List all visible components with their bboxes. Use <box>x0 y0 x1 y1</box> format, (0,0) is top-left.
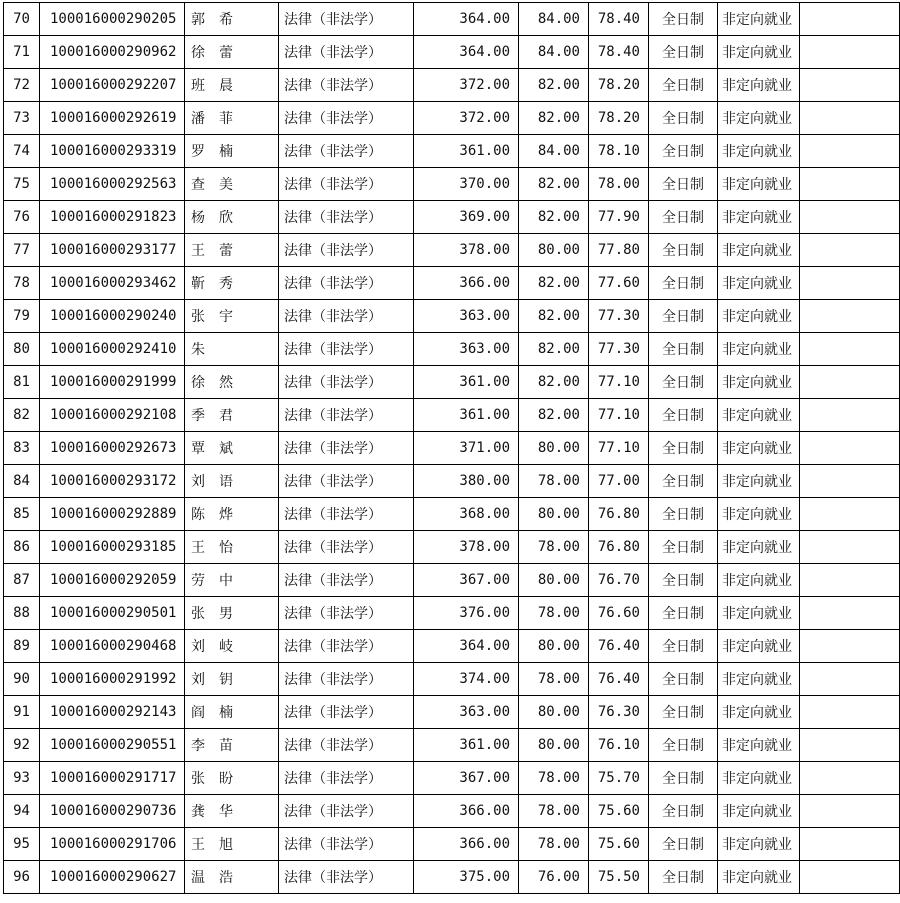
interview-score: 80.00 <box>519 564 589 597</box>
exam-score: 378.00 <box>414 234 519 267</box>
exam-score: 378.00 <box>414 531 519 564</box>
candidate-name: 温浩 <box>185 861 279 894</box>
major: 法律（非法学） <box>279 696 414 729</box>
table-row <box>4 399 900 432</box>
major: 法律（非法学） <box>279 300 414 333</box>
table-row <box>4 729 900 762</box>
candidate-id: 100016000291717 <box>40 762 185 795</box>
candidate-name: 陈烨 <box>185 498 279 531</box>
candidate-id: 100016000293319 <box>40 135 185 168</box>
candidate-name: 李苗 <box>185 729 279 762</box>
exam-score: 369.00 <box>414 201 519 234</box>
candidate-id: 100016000293177 <box>40 234 185 267</box>
interview-score: 80.00 <box>519 729 589 762</box>
exam-score: 366.00 <box>414 795 519 828</box>
row-number: 91 <box>4 696 40 729</box>
employment-type: 非定向就业 <box>718 498 800 531</box>
table-row <box>4 828 900 861</box>
major: 法律（非法学） <box>279 828 414 861</box>
study-mode: 全日制 <box>649 531 718 564</box>
employment-type: 非定向就业 <box>718 300 800 333</box>
employment-type: 非定向就业 <box>718 102 800 135</box>
total-score: 76.40 <box>589 663 649 696</box>
major: 法律（非法学） <box>279 762 414 795</box>
exam-score: 364.00 <box>414 630 519 663</box>
row-number: 90 <box>4 663 40 696</box>
candidate-id: 100016000292673 <box>40 432 185 465</box>
study-mode: 全日制 <box>649 300 718 333</box>
exam-score: 372.00 <box>414 69 519 102</box>
candidate-id: 100016000292410 <box>40 333 185 366</box>
employment-type: 非定向就业 <box>718 795 800 828</box>
candidate-id: 100016000290627 <box>40 861 185 894</box>
study-mode: 全日制 <box>649 135 718 168</box>
table-body <box>4 3 900 894</box>
interview-score: 78.00 <box>519 795 589 828</box>
study-mode: 全日制 <box>649 399 718 432</box>
candidate-name: 刘岐 <box>185 630 279 663</box>
empty-cell <box>800 333 900 366</box>
employment-type: 非定向就业 <box>718 729 800 762</box>
major: 法律（非法学） <box>279 366 414 399</box>
total-score: 78.20 <box>589 69 649 102</box>
employment-type: 非定向就业 <box>718 69 800 102</box>
interview-score: 78.00 <box>519 762 589 795</box>
candidate-name: 王蕾 <box>185 234 279 267</box>
employment-type: 非定向就业 <box>718 333 800 366</box>
empty-cell <box>800 828 900 861</box>
table-row <box>4 498 900 531</box>
major: 法律（非法学） <box>279 3 414 36</box>
empty-cell <box>800 432 900 465</box>
study-mode: 全日制 <box>649 36 718 69</box>
total-score: 76.60 <box>589 597 649 630</box>
candidate-id: 100016000290551 <box>40 729 185 762</box>
exam-score: 361.00 <box>414 135 519 168</box>
interview-score: 78.00 <box>519 663 589 696</box>
candidate-id: 100016000293185 <box>40 531 185 564</box>
candidate-name: 阎楠 <box>185 696 279 729</box>
row-number: 77 <box>4 234 40 267</box>
study-mode: 全日制 <box>649 663 718 696</box>
candidate-id: 100016000291823 <box>40 201 185 234</box>
candidate-name: 刘钥 <box>185 663 279 696</box>
major: 法律（非法学） <box>279 333 414 366</box>
table-row <box>4 366 900 399</box>
candidate-name: 张盼 <box>185 762 279 795</box>
empty-cell <box>800 564 900 597</box>
row-number: 83 <box>4 432 40 465</box>
total-score: 76.80 <box>589 498 649 531</box>
employment-type: 非定向就业 <box>718 36 800 69</box>
candidate-id: 100016000292108 <box>40 399 185 432</box>
total-score: 75.60 <box>589 795 649 828</box>
candidate-name: 龚华 <box>185 795 279 828</box>
major: 法律（非法学） <box>279 201 414 234</box>
empty-cell <box>800 762 900 795</box>
interview-score: 78.00 <box>519 531 589 564</box>
candidate-id: 100016000291992 <box>40 663 185 696</box>
total-score: 76.10 <box>589 729 649 762</box>
employment-type: 非定向就业 <box>718 663 800 696</box>
empty-cell <box>800 399 900 432</box>
interview-score: 80.00 <box>519 432 589 465</box>
total-score: 75.50 <box>589 861 649 894</box>
exam-score: 375.00 <box>414 861 519 894</box>
row-number: 74 <box>4 135 40 168</box>
exam-score: 366.00 <box>414 828 519 861</box>
row-number: 81 <box>4 366 40 399</box>
major: 法律（非法学） <box>279 69 414 102</box>
empty-cell <box>800 168 900 201</box>
interview-score: 78.00 <box>519 828 589 861</box>
major: 法律（非法学） <box>279 597 414 630</box>
candidate-id: 100016000290501 <box>40 597 185 630</box>
empty-cell <box>800 696 900 729</box>
interview-score: 82.00 <box>519 168 589 201</box>
candidate-id: 100016000292059 <box>40 564 185 597</box>
study-mode: 全日制 <box>649 102 718 135</box>
total-score: 78.20 <box>589 102 649 135</box>
candidate-id: 100016000291999 <box>40 366 185 399</box>
candidate-name: 朱 <box>185 333 279 366</box>
candidate-name: 张男 <box>185 597 279 630</box>
study-mode: 全日制 <box>649 201 718 234</box>
candidate-name: 劳中 <box>185 564 279 597</box>
candidate-name: 王怡 <box>185 531 279 564</box>
study-mode: 全日制 <box>649 69 718 102</box>
total-score: 77.10 <box>589 432 649 465</box>
table-row <box>4 201 900 234</box>
major: 法律（非法学） <box>279 861 414 894</box>
interview-score: 82.00 <box>519 69 589 102</box>
employment-type: 非定向就业 <box>718 3 800 36</box>
empty-cell <box>800 3 900 36</box>
interview-score: 82.00 <box>519 267 589 300</box>
employment-type: 非定向就业 <box>718 267 800 300</box>
employment-type: 非定向就业 <box>718 432 800 465</box>
total-score: 77.60 <box>589 267 649 300</box>
total-score: 76.40 <box>589 630 649 663</box>
exam-score: 361.00 <box>414 399 519 432</box>
candidate-name: 王旭 <box>185 828 279 861</box>
major: 法律（非法学） <box>279 432 414 465</box>
interview-score: 82.00 <box>519 366 589 399</box>
candidate-name: 潘菲 <box>185 102 279 135</box>
empty-cell <box>800 234 900 267</box>
exam-score: 368.00 <box>414 498 519 531</box>
employment-type: 非定向就业 <box>718 861 800 894</box>
interview-score: 78.00 <box>519 597 589 630</box>
candidate-id: 100016000293462 <box>40 267 185 300</box>
table-row <box>4 3 900 36</box>
employment-type: 非定向就业 <box>718 597 800 630</box>
interview-score: 82.00 <box>519 201 589 234</box>
row-number: 84 <box>4 465 40 498</box>
major: 法律（非法学） <box>279 729 414 762</box>
row-number: 88 <box>4 597 40 630</box>
study-mode: 全日制 <box>649 432 718 465</box>
major: 法律（非法学） <box>279 663 414 696</box>
candidate-name: 查美 <box>185 168 279 201</box>
candidate-name: 覃斌 <box>185 432 279 465</box>
employment-type: 非定向就业 <box>718 762 800 795</box>
study-mode: 全日制 <box>649 267 718 300</box>
total-score: 75.60 <box>589 828 649 861</box>
study-mode: 全日制 <box>649 465 718 498</box>
interview-score: 82.00 <box>519 102 589 135</box>
candidate-id: 100016000292619 <box>40 102 185 135</box>
table-row <box>4 696 900 729</box>
empty-cell <box>800 36 900 69</box>
row-number: 82 <box>4 399 40 432</box>
employment-type: 非定向就业 <box>718 168 800 201</box>
empty-cell <box>800 135 900 168</box>
empty-cell <box>800 861 900 894</box>
total-score: 75.70 <box>589 762 649 795</box>
candidate-id: 100016000290962 <box>40 36 185 69</box>
major: 法律（非法学） <box>279 234 414 267</box>
major: 法律（非法学） <box>279 135 414 168</box>
major: 法律（非法学） <box>279 630 414 663</box>
table-row <box>4 465 900 498</box>
major: 法律（非法学） <box>279 102 414 135</box>
row-number: 80 <box>4 333 40 366</box>
total-score: 76.70 <box>589 564 649 597</box>
total-score: 77.10 <box>589 366 649 399</box>
employment-type: 非定向就业 <box>718 531 800 564</box>
exam-score: 363.00 <box>414 696 519 729</box>
empty-cell <box>800 465 900 498</box>
candidate-name: 徐然 <box>185 366 279 399</box>
table-row <box>4 795 900 828</box>
table-row <box>4 333 900 366</box>
total-score: 77.10 <box>589 399 649 432</box>
exam-score: 364.00 <box>414 36 519 69</box>
interview-score: 80.00 <box>519 630 589 663</box>
row-number: 87 <box>4 564 40 597</box>
interview-score: 82.00 <box>519 333 589 366</box>
table-row <box>4 102 900 135</box>
row-number: 71 <box>4 36 40 69</box>
table-row <box>4 531 900 564</box>
exam-score: 372.00 <box>414 102 519 135</box>
total-score: 76.30 <box>589 696 649 729</box>
study-mode: 全日制 <box>649 366 718 399</box>
exam-score: 374.00 <box>414 663 519 696</box>
interview-score: 80.00 <box>519 234 589 267</box>
interview-score: 80.00 <box>519 498 589 531</box>
row-number: 86 <box>4 531 40 564</box>
row-number: 72 <box>4 69 40 102</box>
table-row <box>4 564 900 597</box>
major: 法律（非法学） <box>279 399 414 432</box>
row-number: 75 <box>4 168 40 201</box>
candidate-id: 100016000290205 <box>40 3 185 36</box>
empty-cell <box>800 102 900 135</box>
total-score: 77.30 <box>589 300 649 333</box>
row-number: 76 <box>4 201 40 234</box>
exam-score: 361.00 <box>414 729 519 762</box>
empty-cell <box>800 795 900 828</box>
total-score: 78.00 <box>589 168 649 201</box>
exam-score: 380.00 <box>414 465 519 498</box>
exam-score: 367.00 <box>414 564 519 597</box>
candidate-name: 罗楠 <box>185 135 279 168</box>
major: 法律（非法学） <box>279 795 414 828</box>
study-mode: 全日制 <box>649 564 718 597</box>
candidate-id: 100016000293172 <box>40 465 185 498</box>
study-mode: 全日制 <box>649 333 718 366</box>
major: 法律（非法学） <box>279 36 414 69</box>
candidate-id: 100016000291706 <box>40 828 185 861</box>
table-row <box>4 36 900 69</box>
empty-cell <box>800 267 900 300</box>
interview-score: 78.00 <box>519 465 589 498</box>
employment-type: 非定向就业 <box>718 399 800 432</box>
table-row <box>4 168 900 201</box>
study-mode: 全日制 <box>649 234 718 267</box>
major: 法律（非法学） <box>279 498 414 531</box>
study-mode: 全日制 <box>649 630 718 663</box>
study-mode: 全日制 <box>649 861 718 894</box>
total-score: 77.90 <box>589 201 649 234</box>
empty-cell <box>800 498 900 531</box>
interview-score: 84.00 <box>519 36 589 69</box>
exam-score: 366.00 <box>414 267 519 300</box>
study-mode: 全日制 <box>649 498 718 531</box>
candidate-id: 100016000290468 <box>40 630 185 663</box>
major: 法律（非法学） <box>279 168 414 201</box>
candidate-name: 徐蕾 <box>185 36 279 69</box>
exam-score: 367.00 <box>414 762 519 795</box>
row-number: 85 <box>4 498 40 531</box>
candidate-name: 刘语 <box>185 465 279 498</box>
row-number: 93 <box>4 762 40 795</box>
study-mode: 全日制 <box>649 795 718 828</box>
total-score: 77.80 <box>589 234 649 267</box>
employment-type: 非定向就业 <box>718 630 800 663</box>
interview-score: 82.00 <box>519 300 589 333</box>
exam-score: 376.00 <box>414 597 519 630</box>
candidate-id: 100016000292207 <box>40 69 185 102</box>
exam-score: 370.00 <box>414 168 519 201</box>
table-row <box>4 234 900 267</box>
row-number: 89 <box>4 630 40 663</box>
candidate-id: 100016000292563 <box>40 168 185 201</box>
employment-type: 非定向就业 <box>718 564 800 597</box>
empty-cell <box>800 201 900 234</box>
table-row <box>4 135 900 168</box>
table-row <box>4 630 900 663</box>
major: 法律（非法学） <box>279 267 414 300</box>
table-row <box>4 597 900 630</box>
table-row <box>4 300 900 333</box>
table-row <box>4 267 900 300</box>
exam-score: 371.00 <box>414 432 519 465</box>
empty-cell <box>800 597 900 630</box>
study-mode: 全日制 <box>649 828 718 861</box>
total-score: 77.00 <box>589 465 649 498</box>
employment-type: 非定向就业 <box>718 201 800 234</box>
exam-score: 363.00 <box>414 333 519 366</box>
employment-type: 非定向就业 <box>718 828 800 861</box>
admission-list-table <box>3 2 900 894</box>
candidate-name: 季君 <box>185 399 279 432</box>
exam-score: 363.00 <box>414 300 519 333</box>
interview-score: 84.00 <box>519 3 589 36</box>
study-mode: 全日制 <box>649 3 718 36</box>
empty-cell <box>800 300 900 333</box>
candidate-name: 杨欣 <box>185 201 279 234</box>
total-score: 76.80 <box>589 531 649 564</box>
candidate-name: 靳秀 <box>185 267 279 300</box>
row-number: 78 <box>4 267 40 300</box>
row-number: 95 <box>4 828 40 861</box>
interview-score: 82.00 <box>519 399 589 432</box>
empty-cell <box>800 366 900 399</box>
study-mode: 全日制 <box>649 762 718 795</box>
employment-type: 非定向就业 <box>718 465 800 498</box>
total-score: 78.40 <box>589 36 649 69</box>
candidate-id: 100016000290240 <box>40 300 185 333</box>
candidate-id: 100016000290736 <box>40 795 185 828</box>
major: 法律（非法学） <box>279 564 414 597</box>
exam-score: 364.00 <box>414 3 519 36</box>
table-row <box>4 861 900 894</box>
study-mode: 全日制 <box>649 168 718 201</box>
row-number: 70 <box>4 3 40 36</box>
empty-cell <box>800 69 900 102</box>
empty-cell <box>800 531 900 564</box>
table-row <box>4 762 900 795</box>
row-number: 96 <box>4 861 40 894</box>
total-score: 78.40 <box>589 3 649 36</box>
total-score: 78.10 <box>589 135 649 168</box>
interview-score: 80.00 <box>519 696 589 729</box>
table-row <box>4 663 900 696</box>
candidate-name: 张宇 <box>185 300 279 333</box>
employment-type: 非定向就业 <box>718 696 800 729</box>
candidate-name: 郭希 <box>185 3 279 36</box>
study-mode: 全日制 <box>649 696 718 729</box>
study-mode: 全日制 <box>649 729 718 762</box>
study-mode: 全日制 <box>649 597 718 630</box>
major: 法律（非法学） <box>279 465 414 498</box>
table-row <box>4 69 900 102</box>
row-number: 92 <box>4 729 40 762</box>
empty-cell <box>800 729 900 762</box>
exam-score: 361.00 <box>414 366 519 399</box>
candidate-id: 100016000292143 <box>40 696 185 729</box>
major: 法律（非法学） <box>279 531 414 564</box>
table-row <box>4 432 900 465</box>
candidate-name: 班晨 <box>185 69 279 102</box>
interview-score: 76.00 <box>519 861 589 894</box>
empty-cell <box>800 630 900 663</box>
row-number: 79 <box>4 300 40 333</box>
empty-cell <box>800 663 900 696</box>
interview-score: 84.00 <box>519 135 589 168</box>
row-number: 94 <box>4 795 40 828</box>
employment-type: 非定向就业 <box>718 234 800 267</box>
employment-type: 非定向就业 <box>718 366 800 399</box>
total-score: 77.30 <box>589 333 649 366</box>
employment-type: 非定向就业 <box>718 135 800 168</box>
candidate-id: 100016000292889 <box>40 498 185 531</box>
row-number: 73 <box>4 102 40 135</box>
